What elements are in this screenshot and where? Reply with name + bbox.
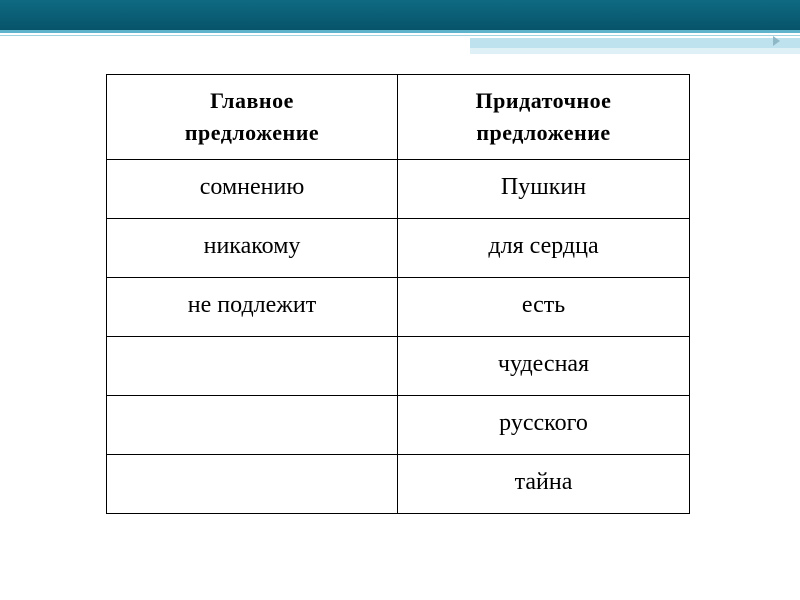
table-cell-subordinate: тайна <box>398 455 690 514</box>
table-cell-main <box>107 337 398 396</box>
table-row <box>107 337 690 396</box>
header-main-clause: Главное предложение <box>107 75 398 160</box>
slide-accent-block <box>470 38 800 48</box>
table-row <box>107 278 690 337</box>
table-row <box>107 455 690 514</box>
clause-table-container <box>106 74 689 514</box>
slide-header-stripe <box>0 30 800 33</box>
table-cell-subordinate: Пушкин <box>398 160 690 219</box>
table-header-row <box>107 75 690 160</box>
table-row <box>107 160 690 219</box>
table-cell-subordinate: чудесная <box>398 337 690 396</box>
slide-header-bar <box>0 0 800 30</box>
table-cell-subordinate: для сердца <box>398 219 690 278</box>
arrow-right-icon <box>773 36 780 46</box>
table-cell-main <box>107 455 398 514</box>
table-cell-main: сомнению <box>107 160 398 219</box>
slide-accent-block-light <box>470 48 800 54</box>
table-cell-main: не подлежит <box>107 278 398 337</box>
table-cell-main <box>107 396 398 455</box>
header-subordinate-clause: Придаточное предложение <box>398 75 690 160</box>
table-cell-subordinate: есть <box>398 278 690 337</box>
table-cell-subordinate: русского <box>398 396 690 455</box>
clause-table <box>106 74 690 514</box>
table-row <box>107 396 690 455</box>
table-cell-main: никакому <box>107 219 398 278</box>
table-row <box>107 219 690 278</box>
slide-header-line <box>0 35 800 36</box>
